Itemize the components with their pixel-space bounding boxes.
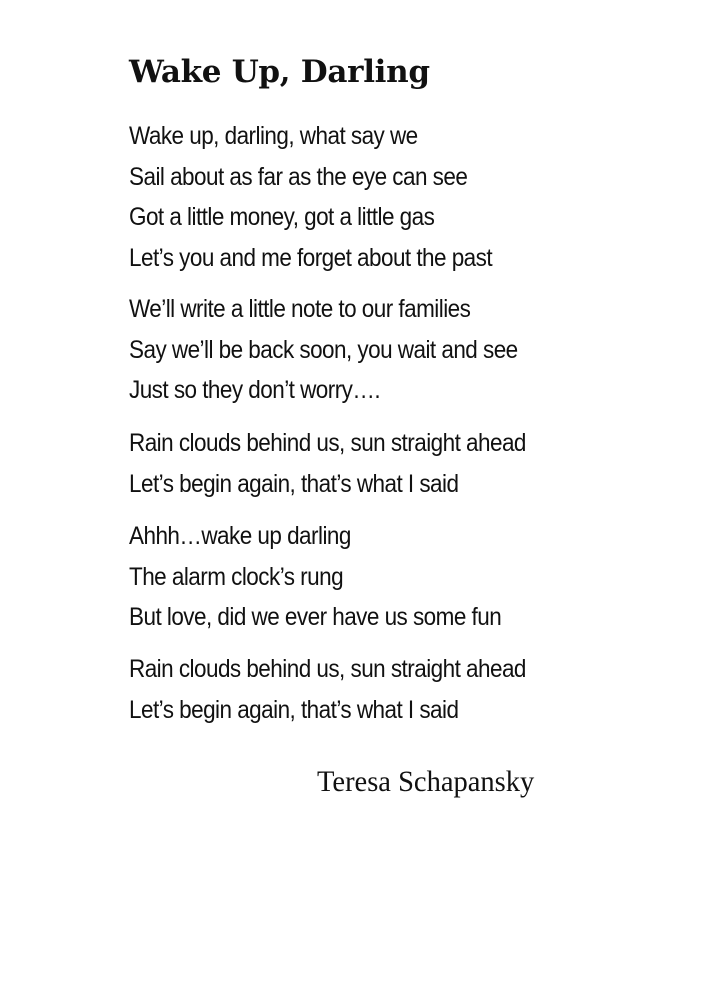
poem-line: Let’s begin again, that’s what I said (129, 695, 459, 724)
poem-title: Wake Up, Darling (129, 54, 430, 90)
stanza (129, 289, 561, 411)
poem-line: Rain clouds behind us, sun straight ahead (129, 429, 526, 457)
poem-line: Let’s you and me forget about the past (129, 243, 493, 272)
poem-line: Say we’ll be back soon, you wait and see (129, 335, 518, 364)
poem-line: Got a little money, got a little gas (129, 203, 435, 231)
poem-line: But love, did we ever have us some fun (129, 603, 502, 631)
stanza (129, 516, 543, 638)
poem-line: We’ll write a little note to our families (129, 295, 471, 323)
stanza (129, 116, 532, 278)
poem-line: Let’s begin again, that’s what I said (129, 469, 459, 498)
stanza (129, 649, 570, 730)
poem-line: Just so they don’t worry…. (129, 376, 381, 404)
poem-line: Wake up, darling, what say we (129, 122, 418, 150)
poem-line: Sail about as far as the eye can see (129, 162, 468, 191)
stanza (129, 423, 570, 504)
poem-line: Rain clouds behind us, sun straight ahead (129, 655, 526, 683)
poem-line: The alarm clock’s rung (129, 562, 344, 591)
poem-line: Ahhh…wake up darling (129, 522, 351, 550)
poem-author: Teresa Schapansky (317, 765, 535, 798)
